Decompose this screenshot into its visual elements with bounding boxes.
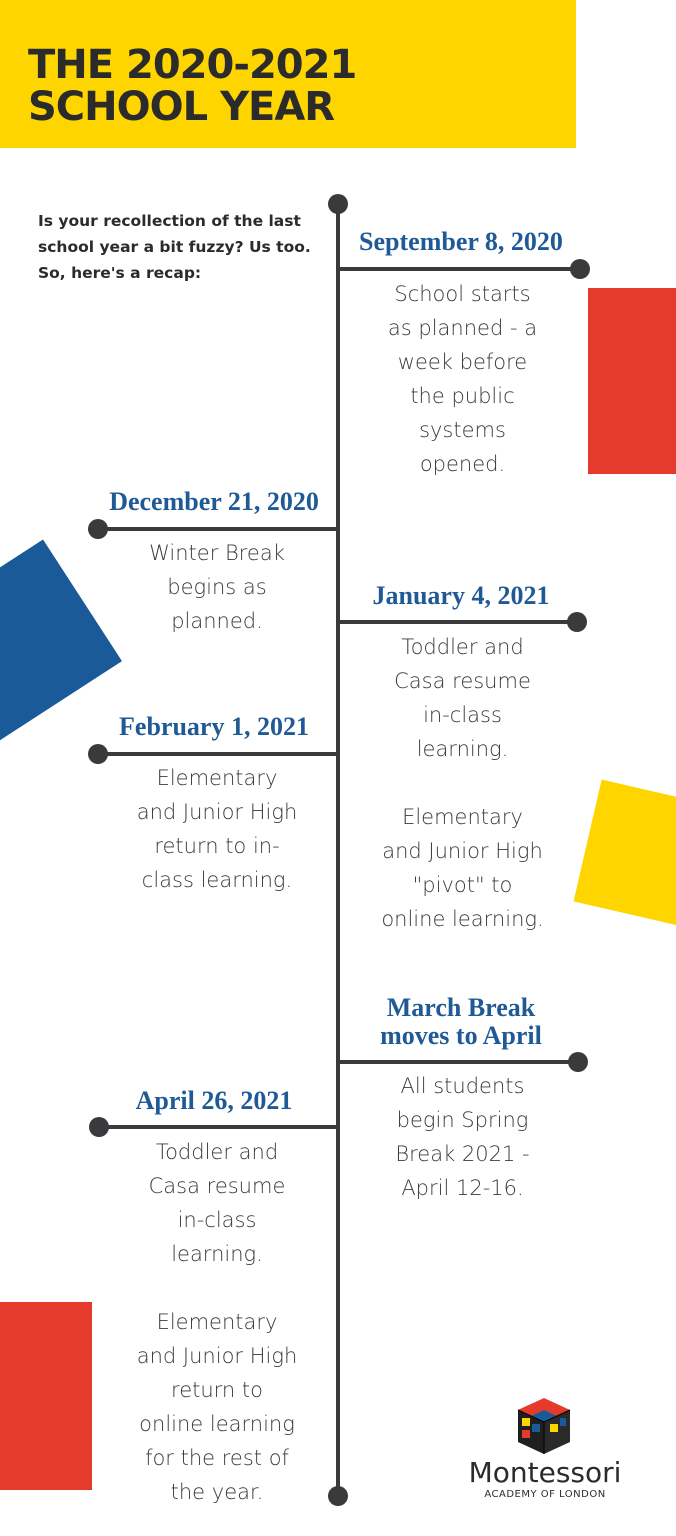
event-text-line: systems: [419, 418, 506, 442]
event-text-march-break: [360, 1069, 565, 1205]
event-date-line: moves to April: [380, 1021, 542, 1050]
event-text-line: return to: [171, 1378, 263, 1402]
cube-logo-icon: [514, 1396, 574, 1456]
event-text-line: online learning: [139, 1412, 295, 1436]
event-text-line: School starts: [394, 282, 531, 306]
event-text-line: class learning.: [141, 868, 293, 892]
intro-line-2: school year a bit fuzzy? Us too.: [38, 238, 311, 256]
timeline-branch-dot-sept-8: [570, 259, 590, 279]
event-text-apr-26: [112, 1135, 322, 1509]
event-text-line: as planned - a: [387, 316, 538, 340]
event-date-line: March Break: [386, 993, 536, 1022]
event-text-line: and Junior High: [382, 839, 543, 863]
event-text-line: begin Spring: [396, 1108, 529, 1132]
event-text-line: Elementary: [156, 766, 278, 790]
event-text-line: Toddler and: [155, 1140, 279, 1164]
event-text-line: planned.: [171, 609, 263, 633]
event-text-line: in-class: [177, 1208, 257, 1232]
page-title-line-2: SCHOOL YEAR: [28, 84, 335, 130]
event-text-line: Winter Break: [149, 541, 285, 565]
event-text-line: the year.: [170, 1480, 264, 1504]
event-date-feb-1: February 1, 2021: [119, 712, 309, 741]
event-text-line: return to in-: [154, 834, 280, 858]
event-text-dec-21: [112, 536, 322, 638]
timeline-branch-dot-jan-4: [567, 612, 587, 632]
event-text-line: and Junior High: [136, 1344, 298, 1368]
timeline-start-dot: [328, 194, 348, 214]
timeline-branch-apr-26: [98, 1125, 338, 1129]
event-text-line: Casa resume: [394, 669, 531, 693]
event-text-line: All students: [400, 1074, 525, 1098]
timeline-branch-dot-apr-26: [89, 1117, 109, 1137]
montessori-logo: [450, 1396, 640, 1506]
event-text-line: in-class: [423, 703, 502, 727]
logo-name: Montessori: [468, 1456, 622, 1489]
event-text-line: learning.: [171, 1242, 263, 1266]
timeline-branch-feb-1: [98, 752, 338, 756]
event-date-march-break: [346, 994, 576, 1050]
event-date-dec-21: December 21, 2020: [109, 487, 319, 516]
logo-subtitle: ACADEMY OF LONDON: [484, 1489, 606, 1500]
yellow-square-decoration: [574, 780, 676, 930]
timeline-branch-jan-4: [338, 620, 578, 624]
event-text-line: learning.: [416, 737, 509, 761]
timeline-branch-dot-dec-21: [88, 519, 108, 539]
event-text-feb-1: [112, 761, 322, 897]
event-text-jan-4: [360, 630, 565, 936]
timeline-branch-dot-feb-1: [88, 744, 108, 764]
event-date-apr-26: April 26, 2021: [135, 1086, 293, 1115]
event-text-line: "pivot" to: [412, 873, 513, 897]
event-text-spacer: [360, 766, 565, 800]
timeline-branch-march-break: [338, 1060, 578, 1064]
event-text-line: online learning.: [381, 907, 544, 931]
timeline-branch-dot-march-break: [568, 1052, 588, 1072]
intro-line-3: So, here's a recap:: [38, 264, 202, 282]
page-title-line-1: THE 2020-2021: [28, 42, 357, 88]
event-text-line: Casa resume: [148, 1174, 286, 1198]
timeline-end-dot: [328, 1486, 348, 1506]
event-text-line: opened.: [419, 452, 506, 476]
event-text-line: for the rest of: [145, 1446, 289, 1470]
event-text-line: Break 2021 -: [395, 1142, 530, 1166]
timeline-branch-sept-8: [338, 267, 578, 271]
page-title: [28, 44, 548, 128]
event-text-sept-8: [360, 277, 565, 481]
intro-text: [38, 208, 338, 286]
event-text-line: April 12-16.: [401, 1176, 524, 1200]
event-text-line: the public: [410, 384, 515, 408]
red-rectangle-decoration: [588, 288, 676, 474]
intro-line-1: Is your recollection of the last: [38, 212, 301, 230]
event-text-line: and Junior High: [136, 800, 298, 824]
event-text-line: Elementary: [402, 805, 523, 829]
event-text-line: Elementary: [156, 1310, 278, 1334]
event-date-sept-8: September 8, 2020: [359, 227, 563, 256]
red-rectangle-decoration-bottom: [0, 1302, 92, 1490]
event-date-jan-4: January 4, 2021: [372, 581, 550, 610]
event-text-line: begins as: [167, 575, 267, 599]
event-text-spacer: [112, 1271, 322, 1305]
timeline-branch-dec-21: [98, 527, 338, 531]
event-text-line: week before: [397, 350, 528, 374]
timeline-axis: [336, 204, 340, 1498]
event-text-line: Toddler and: [401, 635, 524, 659]
